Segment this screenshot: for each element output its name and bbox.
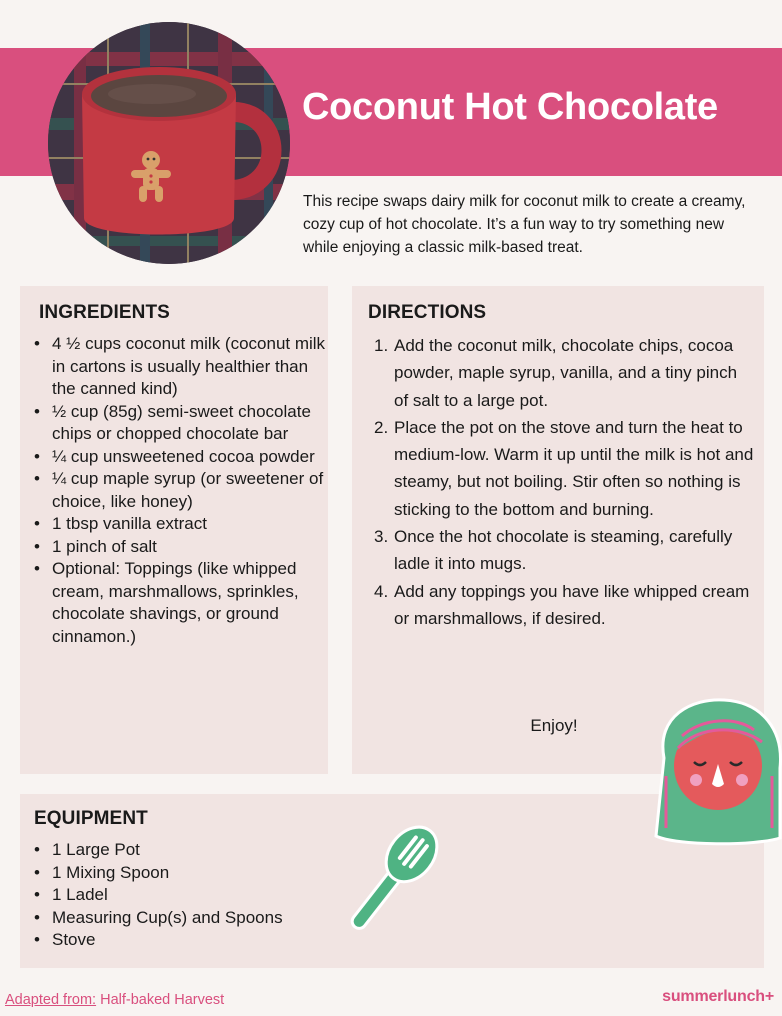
ingredients-list (20, 333, 328, 648)
equipment-heading: EQUIPMENT (34, 808, 148, 829)
step-text: Add any toppings you have like whipped cream or marshmallows, if desired. (394, 581, 750, 628)
ingredient-item: • ¼ cup maple syrup (or sweetener of choice, like honey) (20, 468, 328, 513)
equipment-item: • 1 Mixing Spoon (20, 862, 380, 885)
step-number: 4. (374, 581, 389, 601)
equipment-item: • 1 Large Pot (20, 839, 380, 862)
direction-step (374, 414, 754, 523)
ingredient-item: • ½ cup (85g) semi-sweet chocolate chips or chopped chocolate bar (20, 401, 328, 446)
step-number: 3. (374, 527, 389, 547)
equipment-list (20, 839, 380, 952)
step-number: 1. (374, 336, 389, 355)
adapted-from-source: Half-baked Harvest (96, 992, 225, 1008)
girl-character-illustration (652, 696, 782, 846)
directions-list (374, 332, 754, 632)
directions-heading: DIRECTIONS (368, 302, 487, 323)
direction-step (374, 523, 754, 578)
ingredients-panel (20, 286, 328, 774)
brand-logo: summerlunch+ (662, 988, 774, 1005)
ingredient-item: • ¼ cup unsweetened cocoa powder (20, 446, 328, 469)
slotted-spoon-illustration (344, 818, 440, 944)
step-text: Place the pot on the stove and turn the heat to medium-low. Warm it up until the milk is hot and steamy, but not boiling. Stir often so nothing is sticking to the bottom and burning. (394, 417, 754, 519)
step-text: Add the coconut milk, chocolate chips, cocoa powder, maple syrup, vanilla, and a tiny pinch of salt to a large pot. (394, 336, 738, 410)
adapted-from-credit[interactable] (5, 992, 224, 1008)
recipe-intro: This recipe swaps dairy milk for coconut milk to create a creamy, cozy cup of hot chocolate. It’s a fun way to try something new while enjoying a classic milk-based treat. (303, 193, 746, 256)
direction-step (374, 332, 754, 414)
enjoy-text: Enjoy! (530, 716, 578, 735)
step-number: 2. (374, 417, 389, 437)
ingredients-heading: INGREDIENTS (39, 302, 170, 323)
step-text: Once the hot chocolate is steaming, carefully ladle it into mugs. (394, 527, 733, 574)
hot-chocolate-mug-photo (48, 22, 290, 264)
ingredient-item: • 1 tbsp vanilla extract (20, 513, 328, 536)
direction-step (374, 578, 754, 633)
ingredient-item: • 4 ½ cups coconut milk (coconut milk in cartons is usually healthier than the canned kind) (20, 333, 328, 401)
ingredient-item: • 1 pinch of salt (20, 536, 328, 559)
equipment-item: • 1 Ladel (20, 884, 380, 907)
adapted-from-label: Adapted from: (5, 992, 97, 1008)
equipment-item: • Measuring Cup(s) and Spoons (20, 907, 380, 930)
recipe-title: Coconut Hot Chocolate (302, 86, 718, 128)
equipment-item: • Stove (20, 929, 380, 952)
ingredient-item: • Optional: Toppings (like whipped cream, marshmallows, sprinkles, chocolate shavings, or ground cinnamon.) (20, 558, 328, 648)
